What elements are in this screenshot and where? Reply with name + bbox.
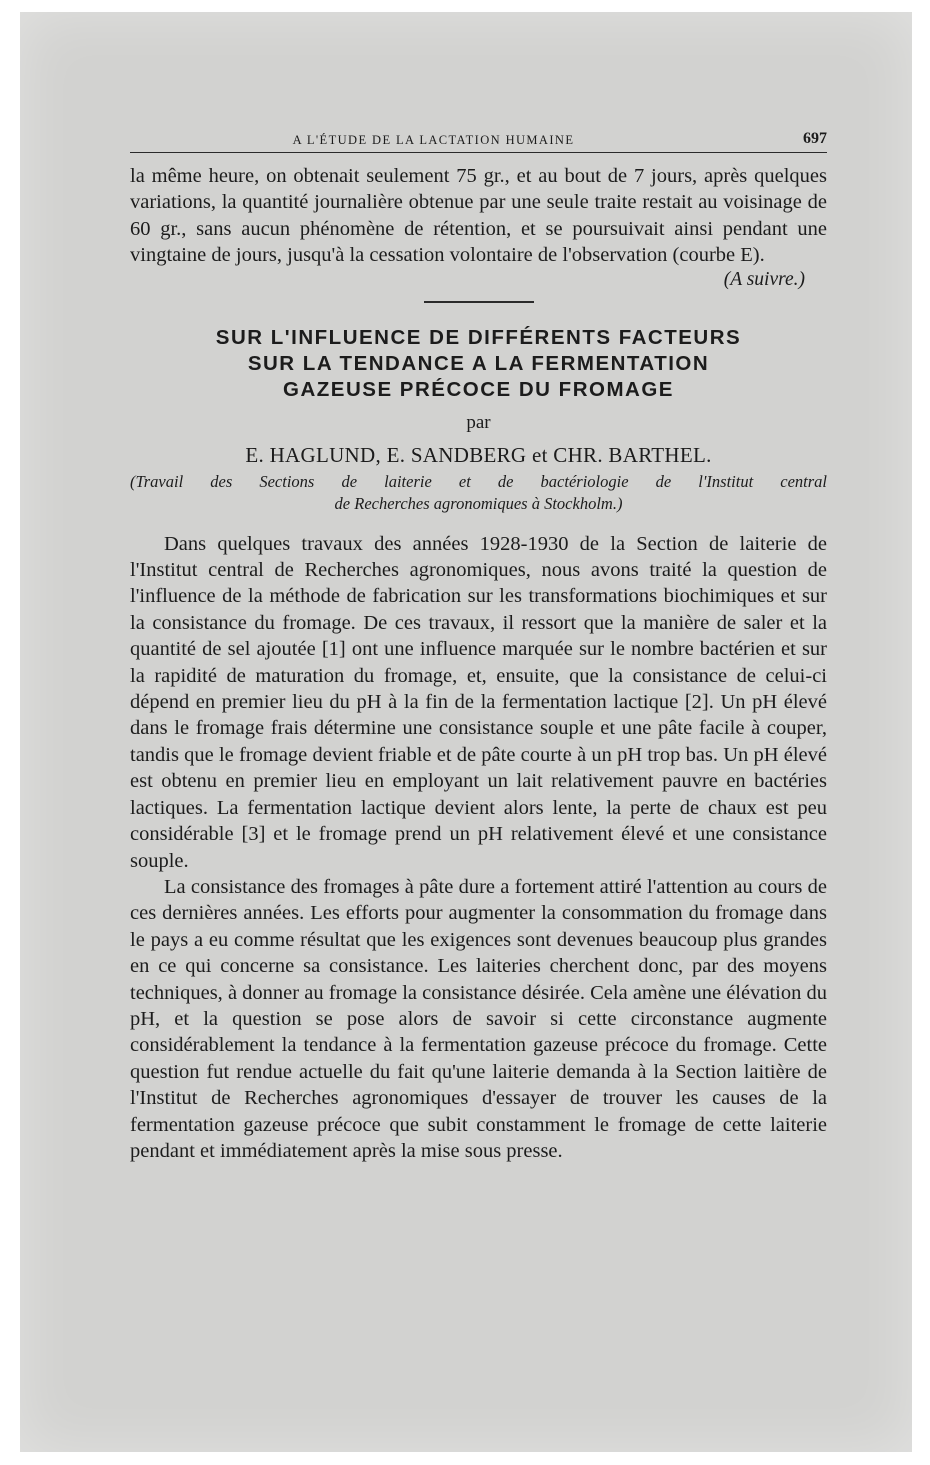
- article-title-line: GAZEUSE PRÉCOCE DU FROMAGE: [283, 377, 674, 401]
- running-title: A L'ÉTUDE DE LA LACTATION HUMAINE: [292, 133, 575, 147]
- authors: E. HAGLUND, E. SANDBERG et CHR. BARTHEL.: [245, 442, 712, 467]
- running-header: [130, 130, 827, 153]
- affiliation-line: de Recherches agronomiques à Stockholm.): [334, 493, 623, 513]
- section-divider: [424, 301, 534, 303]
- article-title-line: SUR L'INFLUENCE DE DIFFÉRENTS FACTEURS: [215, 325, 742, 349]
- body-paragraph: La consistance des fromages à pâte dure a fortement attiré l'attention au cours de ces dernières années. Les efforts pour augmenter la consommation du fromage dans le pays a eu comme résultat que les exigences sont devenues beaucoup plus grandes en ce qui concerne sa consistance. Les laiteries cherchent donc, par des moyens techniques, à donner au fromage la consistance désirée. Cela amène une élévation du pH, et la question se pose alors de savoir si cette circonstance augmente considérablement la tendance à la fermentation gazeuse précoce du fromage. Cette question fut rendue actuelle du fait qu'une laiterie demanda à la Section laitière de l'Institut de Recherches agronomiques d'essayer de trouver les causes de la fermentation gazeuse précoce que subit constamment le fromage de cette laiterie pendant et immédiatement après la mise sous presse.: [130, 875, 827, 1162]
- article-body: [130, 531, 827, 1165]
- page-number: 697: [803, 130, 827, 147]
- continued-note: (A suivre.): [723, 268, 805, 290]
- affiliation: [130, 471, 827, 515]
- scanned-page: [20, 12, 912, 1452]
- article-title: [130, 325, 827, 403]
- body-paragraph: Dans quelques travaux des années 1928-1930 de la Section de laiterie de l'Institut central de Recherches agronomiques, nous avons traité la question de l'influence de la méthode de fabrication sur les transformations biochimiques et sur la consistance du fromage. De ces travaux, il ressort que la manière de saler et la quantité de sel ajoutée [1] ont une influence marquée sur le nombre bactérien et sur la rapidité de maturation du fromage, et, ensuite, que la consistance de celui-ci dépend en premier lieu du pH à la fin de la fermentation lactique [2]. Un pH élevé dans le fromage frais détermine une consistance souple et une pâte facile à couper, tandis que le fromage devient friable et de pâte courte à un pH trop bas. Un pH élevé est obtenu en premier lieu en employant un lait relativement pauvre en bactéries lactiques. La fermentation lactique devient alors lente, la perte de chaux est peu considérable [3] et le fromage prend un pH relativement élevé et une consistance souple.: [130, 532, 827, 872]
- affiliation-line: (Travail des Sections de laiterie et de bactériologie de l'Institut central: [130, 471, 827, 491]
- previous-article-closing-paragraph: la même heure, on obtenait seulement 75 gr., et au bout de 7 jours, après quelques variations, la quantité journalière obtenue par une seule traite restait au voisinage de 60 gr., sans aucun phénomène de rétention, et se poursuivait ainsi pendant une vingtaine de jours, jusqu'à la cessation volontaire de l'observation (courbe E).: [130, 165, 827, 267]
- page-content: [130, 130, 827, 1164]
- byline-prefix: par: [466, 411, 491, 433]
- article-title-line: SUR LA TENDANCE A LA FERMENTATION: [247, 351, 710, 375]
